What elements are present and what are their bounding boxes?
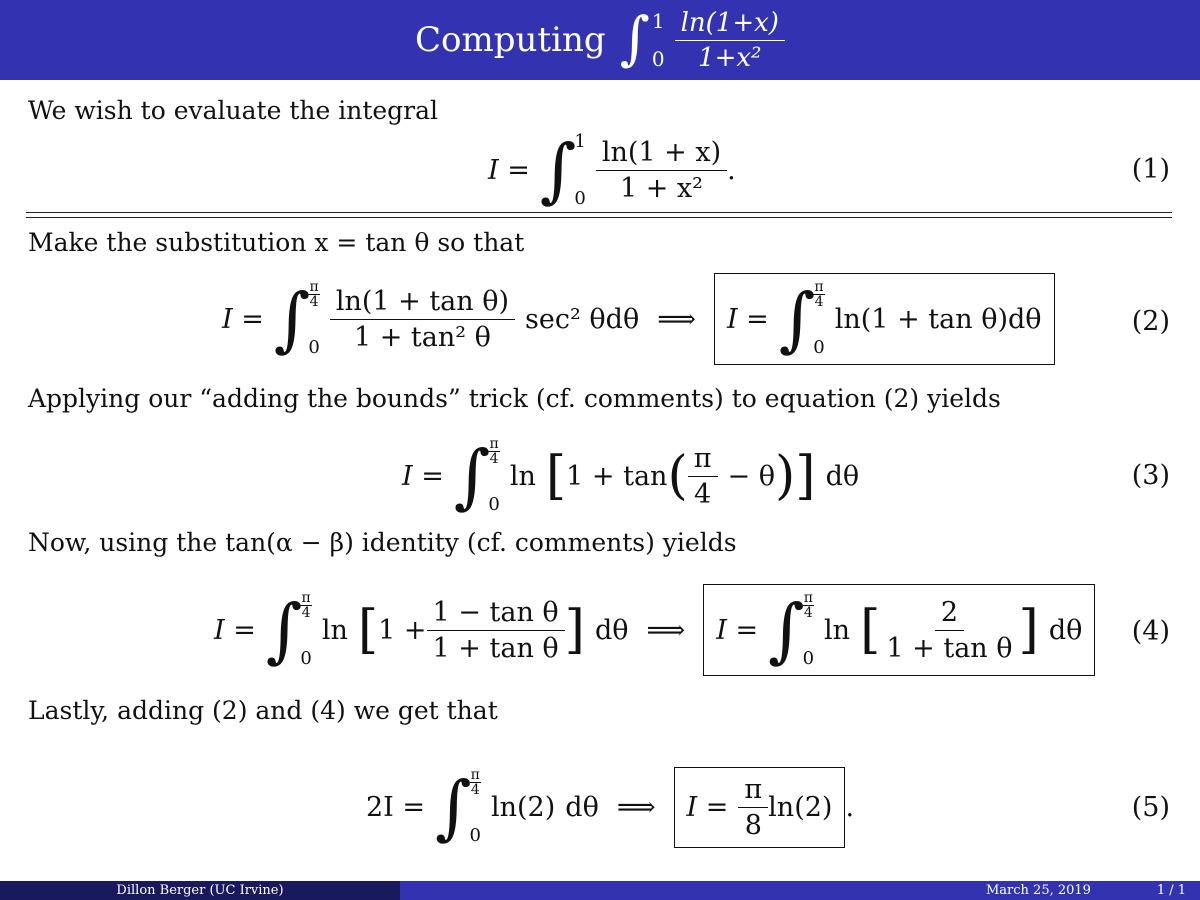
eq5-pi-over-8 (738, 774, 768, 841)
eq5-integral-sign: ∫ (435, 766, 472, 848)
eq3-pi: π (688, 443, 718, 477)
eq5-box-lhs: I = (686, 791, 729, 823)
eq4-result-box (703, 584, 1095, 676)
eq2-numerator: ln(1 + tan θ) (330, 286, 515, 320)
eq4-box-integral-sign: ∫ (768, 589, 805, 671)
eq5-upper-four: 4 (470, 782, 480, 798)
divider-rule-bottom (26, 217, 1172, 218)
title-denominator: 1+x² (698, 42, 762, 73)
eq4-upper-pi-over-4 (300, 591, 311, 620)
eq2-result-box (714, 273, 1055, 365)
lastly-text: Lastly, adding (2) and (4) we get that (28, 696, 498, 725)
eq4-one-plus: 1 + (378, 614, 427, 646)
eq4-box-upper-pi-over-4 (803, 591, 814, 620)
footer-page-number: 1 / 1 (1156, 883, 1186, 898)
eq5-lhs: 2I = (366, 791, 426, 823)
eq1-lower: 0 (574, 188, 586, 209)
eq3-upper-pi-over-4 (488, 437, 499, 466)
eq4-box-limits (803, 591, 814, 669)
eq1-upper: 1 (574, 131, 586, 152)
eq2-fraction (330, 286, 515, 353)
eq3-right-paren: ) (774, 446, 796, 506)
eq3-minus-theta: − θ (727, 460, 775, 492)
divider-rule-top (26, 212, 1172, 213)
eq4-left-bracket: [ (357, 600, 379, 660)
eq1-limits (574, 131, 585, 209)
eq5-upper-pi: π (470, 767, 480, 783)
title-bar (0, 0, 1200, 80)
title-upper-limit: 1 (651, 9, 665, 33)
eq3-upper-pi: π (489, 436, 499, 452)
eq1-number: (1) (1131, 154, 1170, 185)
eq1-lhs: I = (488, 154, 530, 186)
eq1-period: . (727, 154, 736, 186)
eq5-upper-pi-over-4 (470, 768, 481, 797)
title-word: Computing (415, 20, 606, 60)
eq2-box-lhs: I = (726, 303, 769, 335)
substitution-text: Make the substitution x = tan θ so that (28, 228, 525, 257)
eq2-implies: ⟹ (657, 303, 696, 335)
eq1-numerator: ln(1 + x) (596, 137, 727, 171)
eq4-upper-pi: π (301, 590, 311, 606)
eq4-upper-four: 4 (301, 605, 311, 621)
eq5-pi: π (738, 774, 768, 808)
eq4-box-lower: 0 (802, 648, 815, 669)
eq4-box-upper-pi: π (803, 590, 813, 606)
eq2-box-integral-sign: ∫ (778, 278, 816, 360)
eq4-number: (4) (1131, 616, 1170, 647)
eq4-integral-sign: ∫ (265, 589, 303, 671)
eq4-limits (300, 591, 311, 669)
eq1-integral-sign: ∫ (539, 129, 577, 211)
eq5-eight: 8 (744, 809, 762, 841)
eq2-box-limits (813, 280, 824, 358)
title-limits (652, 9, 665, 71)
eq3-integral-sign: ∫ (453, 435, 491, 517)
eq4-box-upper-four: 4 (803, 605, 813, 621)
eq5-ln2: ln(2) (491, 791, 556, 823)
intro-text: We wish to evaluate the integral (28, 96, 439, 125)
eq4-denominator: 1 + tan θ (432, 632, 559, 664)
equation-5 (366, 764, 854, 850)
eq4-ln: ln (321, 614, 348, 646)
eq4-implies: ⟹ (646, 614, 686, 646)
eq4-lower: 0 (300, 648, 312, 669)
footer-author: Dillon Berger (UC Irvine) (0, 881, 400, 900)
eq2-box-body: ln(1 + tan θ)dθ (834, 303, 1042, 335)
eq5-number: (5) (1131, 792, 1170, 823)
eq5-lower: 0 (469, 825, 481, 846)
equation-4 (214, 586, 1095, 674)
eq2-upper-pi: π (309, 279, 319, 295)
eq1-fraction (596, 137, 727, 204)
eq4-lhs: I = (214, 614, 256, 646)
footer-date: March 25, 2019 (986, 883, 1091, 898)
eq3-dtheta: dθ (825, 460, 860, 492)
eq3-lhs: I = (402, 460, 444, 492)
eq2-upper-four: 4 (309, 294, 319, 310)
eq2-denominator: 1 + tan² θ (353, 321, 491, 353)
footer-bar (0, 881, 1200, 900)
eq5-period: . (845, 791, 855, 823)
eq4-box-denominator: 1 + tan θ (886, 632, 1013, 664)
title-lower-limit: 0 (651, 47, 665, 71)
eq3-one-plus-tan: 1 + tan (566, 460, 668, 492)
bounds-text: Applying our “adding the bounds” trick (cf. comments) to equation (2) yields (28, 384, 1001, 413)
eq4-box-ln: ln (824, 614, 851, 646)
eq4-dtheta: dθ (594, 614, 629, 646)
eq3-left-paren: ( (667, 446, 688, 506)
slide-title (0, 0, 1200, 80)
eq5-dtheta: dθ (565, 791, 599, 823)
eq3-upper-four: 4 (489, 451, 499, 467)
eq2-box-upper-pi-over-4 (813, 280, 824, 309)
eq3-lower: 0 (488, 494, 500, 515)
eq3-number: (3) (1131, 460, 1170, 491)
equation-3 (402, 434, 859, 518)
title-integral-sign: ∫ (619, 4, 650, 72)
eq5-box-ln2: ln(2) (768, 791, 833, 823)
eq3-four: 4 (694, 478, 712, 510)
eq2-limits (308, 280, 319, 358)
eq4-box-dtheta: dθ (1048, 614, 1083, 646)
eq4-fraction (427, 597, 565, 664)
eq4-right-bracket: ] (564, 600, 585, 660)
footer-right-panel (400, 881, 1200, 900)
title-fraction (675, 8, 785, 73)
title-numerator: ln(1+x) (675, 8, 785, 41)
eq2-sec-term: sec² θdθ (525, 303, 640, 335)
eq2-lhs: I = (222, 303, 264, 335)
equation-1 (488, 129, 736, 211)
eq3-left-bracket: [ (545, 446, 567, 506)
eq2-integral-sign: ∫ (273, 278, 311, 360)
eq4-box-right-bracket: ] (1018, 600, 1039, 660)
eq3-limits (488, 437, 499, 515)
eq5-result-box (674, 767, 846, 848)
eq4-box-numerator: 2 (935, 597, 964, 631)
eq1-denominator: 1 + x² (619, 172, 703, 204)
eq2-box-upper-four: 4 (814, 294, 824, 310)
eq2-box-lower: 0 (813, 337, 825, 358)
eq4-box-fraction (880, 597, 1018, 664)
identity-text: Now, using the tan(α − β) identity (cf. comments) yields (28, 528, 737, 557)
eq4-box-lhs: I = (716, 614, 759, 646)
eq3-right-bracket: ] (795, 446, 816, 506)
eq2-upper-pi-over-4 (308, 280, 319, 309)
eq4-box-left-bracket: [ (860, 600, 881, 660)
eq5-implies: ⟹ (616, 791, 656, 823)
eq2-box-upper-pi: π (814, 279, 824, 295)
eq2-number: (2) (1131, 306, 1170, 337)
equation-2 (222, 276, 1055, 362)
eq5-limits (470, 768, 481, 846)
eq3-pi-over-4 (688, 443, 718, 510)
eq4-numerator: 1 − tan θ (427, 597, 565, 631)
eq2-lower: 0 (308, 337, 320, 358)
eq3-ln: ln (509, 460, 536, 492)
